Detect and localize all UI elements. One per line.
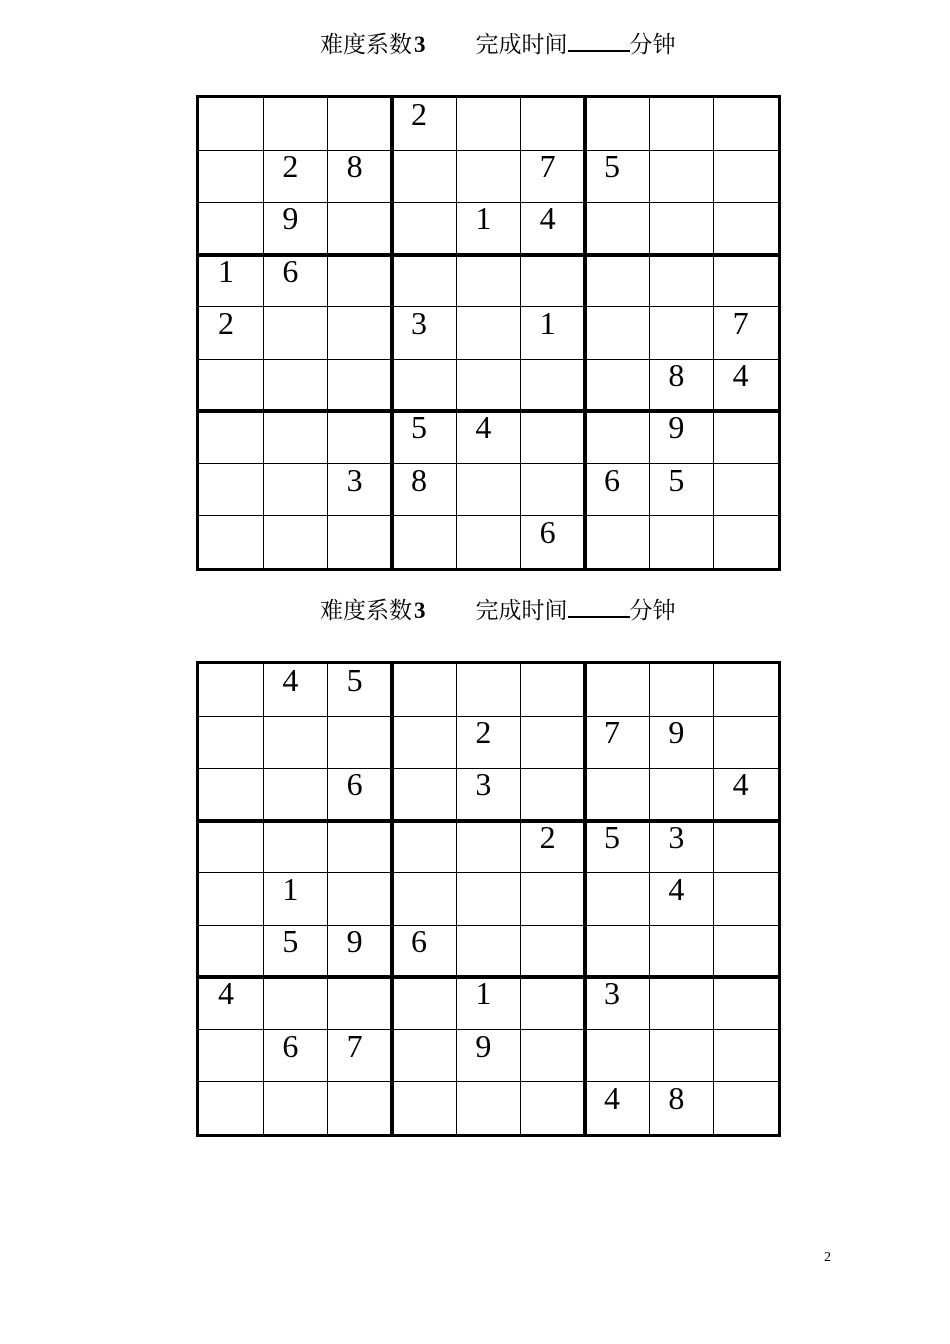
sudoku-cell[interactable] xyxy=(521,664,585,716)
sudoku-cell: 8 xyxy=(668,357,685,394)
sudoku-cell[interactable] xyxy=(328,977,392,1029)
sudoku-cell: 1 xyxy=(475,200,492,237)
sudoku-cell: 4 xyxy=(475,409,492,446)
sudoku-cell[interactable] xyxy=(585,255,649,307)
grid-row xyxy=(199,768,778,820)
grid-row xyxy=(199,977,778,1029)
grid-row xyxy=(199,870,778,925)
sudoku-cell[interactable] xyxy=(199,202,263,254)
sudoku-cell[interactable] xyxy=(328,255,392,307)
sudoku-cell[interactable] xyxy=(714,202,778,254)
grid-row xyxy=(199,716,778,768)
sudoku-cell[interactable] xyxy=(392,359,456,411)
sudoku-cell[interactable] xyxy=(392,516,456,568)
sudoku-cell[interactable] xyxy=(392,664,456,716)
sudoku-cell: 2 xyxy=(475,714,492,751)
sudoku-cell[interactable] xyxy=(199,98,263,150)
sudoku-cell: 3 xyxy=(668,818,685,855)
sudoku-cell: 2 xyxy=(282,148,299,185)
sudoku-cell: 6 xyxy=(604,461,620,498)
grid-row xyxy=(199,252,778,307)
sudoku-cell[interactable] xyxy=(585,516,649,568)
sudoku-cell[interactable] xyxy=(263,821,327,873)
time-blank-line[interactable] xyxy=(568,594,630,618)
sudoku-cell: 7 xyxy=(604,714,620,751)
sudoku-cell[interactable] xyxy=(649,202,713,254)
sudoku-cell: 6 xyxy=(282,252,299,289)
sudoku-cell[interactable] xyxy=(521,464,585,516)
sudoku-cell[interactable] xyxy=(585,307,649,359)
sudoku-cell[interactable] xyxy=(263,359,327,411)
sudoku-cell[interactable] xyxy=(328,821,392,873)
sudoku-cell[interactable] xyxy=(199,516,263,568)
sudoku-cell: 6 xyxy=(539,513,556,550)
sudoku-cell[interactable] xyxy=(392,150,456,202)
sudoku-cell: 9 xyxy=(282,200,299,237)
sudoku-cell: 4 xyxy=(668,870,685,907)
sudoku-cell: 5 xyxy=(668,461,685,498)
sudoku-cell[interactable] xyxy=(585,925,649,977)
sudoku-cell[interactable] xyxy=(714,873,778,925)
sudoku-cell[interactable] xyxy=(649,516,713,568)
sudoku-cell[interactable] xyxy=(392,821,456,873)
sudoku-cell[interactable] xyxy=(714,821,778,873)
sudoku-cell: 5 xyxy=(282,923,299,960)
sudoku-cell[interactable] xyxy=(456,98,520,150)
sudoku-cell[interactable] xyxy=(263,307,327,359)
difficulty-value: 3 xyxy=(414,32,426,57)
sudoku-cell[interactable] xyxy=(263,1082,327,1134)
sudoku-cell[interactable] xyxy=(714,1082,778,1134)
sudoku-cell[interactable] xyxy=(649,1030,713,1082)
sudoku-cell: 8 xyxy=(346,148,363,185)
sudoku-cell[interactable] xyxy=(199,1030,263,1082)
sudoku-cell[interactable] xyxy=(521,873,585,925)
sudoku-cell[interactable] xyxy=(263,768,327,820)
sudoku-cell[interactable] xyxy=(521,925,585,977)
sudoku-cell: 2 xyxy=(539,818,556,855)
sudoku-cell[interactable] xyxy=(649,768,713,820)
sudoku-cell[interactable] xyxy=(199,150,263,202)
sudoku-cell[interactable] xyxy=(199,359,263,411)
sudoku-cell[interactable] xyxy=(392,873,456,925)
puzzle-1-header xyxy=(320,28,676,60)
sudoku-cell[interactable] xyxy=(714,98,778,150)
sudoku-grid-2 xyxy=(196,661,781,1137)
grid-row xyxy=(199,98,778,150)
sudoku-cell[interactable] xyxy=(714,716,778,768)
sudoku-cell[interactable] xyxy=(392,977,456,1029)
sudoku-cell[interactable] xyxy=(649,98,713,150)
sudoku-cell[interactable] xyxy=(199,1082,263,1134)
grid-row xyxy=(199,359,778,411)
sudoku-cell[interactable] xyxy=(521,359,585,411)
time-unit: 分钟 xyxy=(629,598,676,623)
sudoku-cell[interactable] xyxy=(585,768,649,820)
sudoku-cell[interactable] xyxy=(456,150,520,202)
difficulty-label: 难度系数 xyxy=(320,598,412,623)
sudoku-cell[interactable] xyxy=(521,716,585,768)
time-unit: 分钟 xyxy=(629,32,676,57)
grid-row xyxy=(199,202,778,254)
sudoku-cell[interactable] xyxy=(714,925,778,977)
sudoku-cell[interactable] xyxy=(328,359,392,411)
sudoku-cell: 2 xyxy=(218,304,234,341)
sudoku-cell[interactable] xyxy=(521,98,585,150)
sudoku-cell[interactable] xyxy=(392,768,456,820)
grid-row xyxy=(199,1079,778,1134)
sudoku-cell[interactable] xyxy=(521,768,585,820)
sudoku-cell: 1 xyxy=(539,304,556,341)
sudoku-cell[interactable] xyxy=(392,255,456,307)
sudoku-cell[interactable] xyxy=(263,716,327,768)
sudoku-cell[interactable] xyxy=(714,1030,778,1082)
grid-row xyxy=(199,304,778,359)
sudoku-cell[interactable] xyxy=(456,1082,520,1134)
grid-row xyxy=(199,513,778,568)
sudoku-cell: 5 xyxy=(604,148,620,185)
sudoku-cell[interactable] xyxy=(585,873,649,925)
sudoku-cell[interactable] xyxy=(456,821,520,873)
sudoku-cell[interactable] xyxy=(392,1082,456,1134)
sudoku-cell[interactable] xyxy=(456,359,520,411)
sudoku-cell[interactable] xyxy=(585,202,649,254)
sudoku-cell: 8 xyxy=(411,461,427,498)
sudoku-cell[interactable] xyxy=(585,664,649,716)
sudoku-cell: 7 xyxy=(539,148,556,185)
sudoku-cell[interactable] xyxy=(521,1030,585,1082)
sudoku-cell[interactable] xyxy=(328,873,392,925)
sudoku-cell: 9 xyxy=(346,923,363,960)
sudoku-cell[interactable] xyxy=(392,716,456,768)
sudoku-cell: 4 xyxy=(218,975,234,1012)
sudoku-cell: 8 xyxy=(668,1079,685,1116)
sudoku-cell[interactable] xyxy=(328,716,392,768)
sudoku-cell[interactable] xyxy=(714,464,778,516)
time-label: 完成时间 xyxy=(475,32,568,57)
difficulty-value: 3 xyxy=(414,598,426,623)
sudoku-cell[interactable] xyxy=(521,411,585,463)
sudoku-cell[interactable] xyxy=(521,1082,585,1134)
sudoku-cell[interactable] xyxy=(328,202,392,254)
sudoku-cell[interactable] xyxy=(456,664,520,716)
sudoku-cell[interactable] xyxy=(328,411,392,463)
sudoku-cell[interactable] xyxy=(328,516,392,568)
sudoku-cell[interactable] xyxy=(714,150,778,202)
sudoku-cell[interactable] xyxy=(585,98,649,150)
sudoku-cell: 6 xyxy=(282,1027,299,1064)
sudoku-cell: 6 xyxy=(346,766,363,803)
sudoku-cell[interactable] xyxy=(714,977,778,1029)
sudoku-cell[interactable] xyxy=(263,977,327,1029)
sudoku-cell[interactable] xyxy=(199,716,263,768)
sudoku-cell[interactable] xyxy=(585,359,649,411)
sudoku-cell: 4 xyxy=(604,1079,620,1116)
sudoku-cell[interactable] xyxy=(199,768,263,820)
sudoku-cell: 5 xyxy=(604,818,620,855)
puzzle-2-header xyxy=(320,594,676,626)
sudoku-cell: 1 xyxy=(475,975,492,1012)
sudoku-cell: 4 xyxy=(282,662,299,698)
difficulty-label: 难度系数 xyxy=(320,32,412,57)
grid-row xyxy=(199,411,778,463)
sudoku-cell[interactable] xyxy=(328,98,392,150)
grid-row xyxy=(199,925,778,977)
grid-row xyxy=(199,818,778,873)
sudoku-cell[interactable] xyxy=(199,464,263,516)
sudoku-cell: 5 xyxy=(346,662,363,698)
sudoku-cell[interactable] xyxy=(521,255,585,307)
sudoku-cell[interactable] xyxy=(199,821,263,873)
grid-row xyxy=(199,1027,778,1082)
sudoku-cell: 1 xyxy=(282,870,299,907)
sudoku-cell[interactable] xyxy=(263,98,327,150)
sudoku-cell[interactable] xyxy=(456,873,520,925)
sudoku-cell[interactable] xyxy=(328,1082,392,1134)
sudoku-cell: 3 xyxy=(604,975,620,1012)
sudoku-cell: 2 xyxy=(411,96,427,132)
grid-row xyxy=(199,150,778,202)
sudoku-cell: 3 xyxy=(411,304,427,341)
sudoku-cell[interactable] xyxy=(649,977,713,1029)
sudoku-cell: 6 xyxy=(411,923,427,960)
sudoku-cell[interactable] xyxy=(714,411,778,463)
sudoku-cell[interactable] xyxy=(392,1030,456,1082)
sudoku-cell[interactable] xyxy=(456,464,520,516)
sudoku-cell[interactable] xyxy=(263,516,327,568)
sudoku-cell: 3 xyxy=(475,766,492,803)
sudoku-cell: 4 xyxy=(732,766,749,803)
sudoku-cell: 5 xyxy=(411,409,427,446)
sudoku-cell[interactable] xyxy=(199,664,263,716)
sudoku-cell[interactable] xyxy=(263,411,327,463)
sudoku-cell[interactable] xyxy=(649,307,713,359)
sudoku-cell[interactable] xyxy=(585,1030,649,1082)
sudoku-cell: 1 xyxy=(218,252,234,289)
sudoku-cell[interactable] xyxy=(649,664,713,716)
sudoku-cell[interactable] xyxy=(199,411,263,463)
sudoku-cell[interactable] xyxy=(649,255,713,307)
sudoku-cell[interactable] xyxy=(456,307,520,359)
sudoku-cell: 9 xyxy=(668,714,685,751)
sudoku-cell[interactable] xyxy=(199,925,263,977)
grid-row xyxy=(199,461,778,516)
sudoku-cell[interactable] xyxy=(649,925,713,977)
sudoku-cell[interactable] xyxy=(456,516,520,568)
sudoku-grid-1 xyxy=(196,95,781,571)
sudoku-cell[interactable] xyxy=(263,464,327,516)
sudoku-cell[interactable] xyxy=(456,255,520,307)
sudoku-cell: 9 xyxy=(668,409,685,446)
sudoku-cell: 4 xyxy=(732,357,749,394)
sudoku-cell: 7 xyxy=(346,1027,363,1064)
grid-row xyxy=(199,664,778,716)
sudoku-cell: 4 xyxy=(539,200,556,237)
page-number: 2 xyxy=(824,1250,831,1265)
sudoku-cell[interactable] xyxy=(714,664,778,716)
sudoku-cell[interactable] xyxy=(521,977,585,1029)
time-label: 完成时间 xyxy=(475,598,568,623)
sudoku-cell[interactable] xyxy=(714,255,778,307)
sudoku-cell[interactable] xyxy=(714,516,778,568)
sudoku-cell: 9 xyxy=(475,1027,492,1064)
sudoku-cell: 7 xyxy=(732,304,749,341)
sudoku-cell[interactable] xyxy=(456,925,520,977)
sudoku-cell[interactable] xyxy=(199,873,263,925)
time-blank-line[interactable] xyxy=(568,28,630,52)
sudoku-cell[interactable] xyxy=(392,202,456,254)
sudoku-cell[interactable] xyxy=(328,307,392,359)
sudoku-cell[interactable] xyxy=(585,411,649,463)
sudoku-cell[interactable] xyxy=(649,150,713,202)
sudoku-cell: 3 xyxy=(346,461,363,498)
